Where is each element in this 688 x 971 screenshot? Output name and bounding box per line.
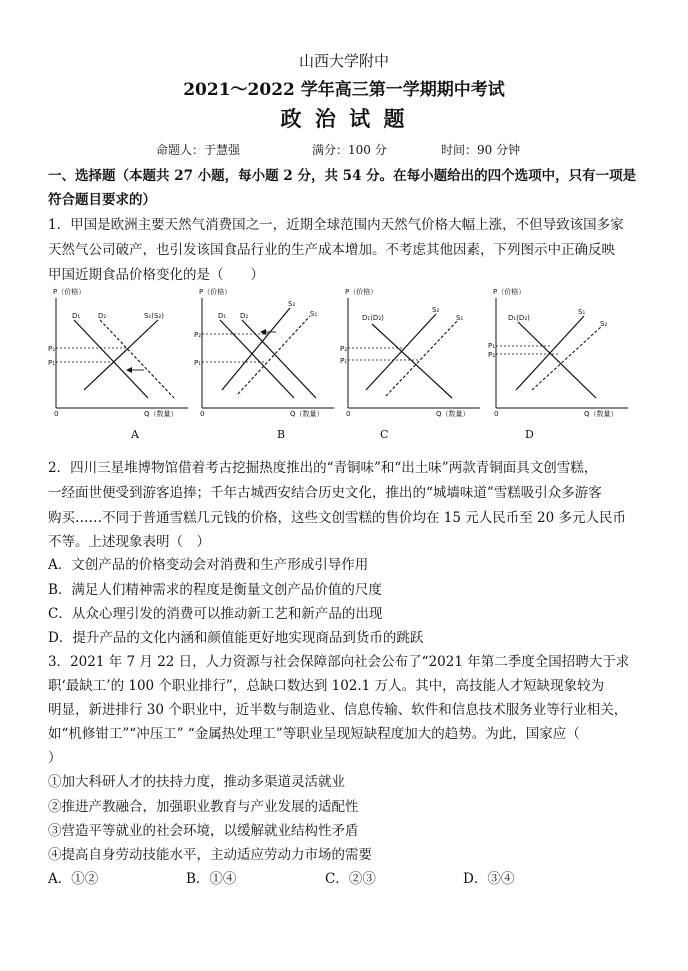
- graph-option-label: B: [277, 428, 286, 441]
- y-axis-label: P（价格）: [53, 288, 86, 296]
- graph-a-svg: [48, 286, 198, 441]
- curve-label: S₁: [578, 308, 586, 316]
- q2-text: 2．四川三星堆博物馆借着考古挖掘热度推出的“青铜味”和“出土味”两款青铜面具文创雪糕，: [48, 460, 598, 476]
- q3-option-c[interactable]: C．②③: [325, 871, 376, 887]
- section-heading-cont: 符合题目要求的）: [48, 192, 156, 208]
- curve-label: S₁(S₂): [144, 312, 164, 320]
- curve-label: S₁: [310, 310, 318, 318]
- graph-c: [340, 286, 490, 441]
- curve-label: D₂: [98, 312, 107, 320]
- q1-text: 天然气公司破产，也引发该国食品行业的生产成本增加。不考虑其他因素，下列图示中正确反映: [48, 242, 615, 258]
- demand-curve: [518, 322, 596, 398]
- price-label: P₂: [194, 331, 202, 339]
- curve-label: D₁: [72, 312, 81, 320]
- graph-a: [48, 286, 198, 441]
- q3-text: ）: [48, 750, 62, 766]
- q2-option-a[interactable]: A．文创产品的价格变动会对消费和生产形成引导作用: [48, 557, 369, 573]
- graph-c-svg: [340, 286, 490, 441]
- x-axis-label: Q（数量）: [144, 410, 178, 418]
- q3-item-1: ①加大科研人才的扶持力度，推动多渠道灵活就业: [48, 774, 345, 790]
- author: 命题人：于慧强: [156, 143, 241, 157]
- q2-option-d[interactable]: D．提升产品的文化内涵和颜值能更好地实现商品到货币的跳跃: [48, 630, 424, 646]
- y-axis-label: P（价格）: [493, 288, 526, 296]
- supply-curve: [84, 320, 158, 390]
- school-name: 山西大学附中: [298, 52, 389, 70]
- q3-text: 如“机修钳工”“冲压工” “金属热处理工”等职业呈现短缺程度加大的趋势。为此，国家应（: [48, 726, 580, 742]
- origin-label: 0: [54, 410, 59, 418]
- x-axis-label: Q（数量）: [584, 410, 618, 418]
- supply-curve-s2: [366, 314, 436, 390]
- subject-title: 政 治 试 题: [280, 106, 408, 131]
- section-heading: 一、选择题（本题共 27 小题，每小题 2 分，共 54 分。在每小题给出的四个选项中，只有一项是: [48, 168, 637, 184]
- curve-label: S₁: [456, 314, 464, 322]
- x-axis-label: Q（数量）: [436, 410, 470, 418]
- price-label: P₁: [48, 359, 56, 367]
- q3-text: 职‘最缺工’的 100 个职业排行”，总缺口数达到 102.1 万人。其中，高技能人才短缺现象较为: [48, 678, 605, 694]
- graph-option-label: A: [131, 428, 139, 441]
- origin-label: 0: [494, 410, 499, 418]
- q3-option-a[interactable]: A．①②: [48, 871, 99, 887]
- full-score: 满分：100 分: [312, 143, 387, 157]
- demand-curve: [372, 324, 452, 398]
- graph-b: [194, 286, 344, 441]
- curve-label: S₂: [432, 306, 440, 314]
- graph-b-svg: [194, 286, 344, 441]
- demand-curve-d1: [220, 320, 294, 398]
- curve-label: D₁: [218, 312, 227, 320]
- q2-text: 不等。上述现象表明（ ）: [48, 534, 210, 550]
- origin-label: 0: [200, 410, 205, 418]
- q1-text: 甲国近期食品价格变化的是（ ）: [48, 267, 264, 283]
- x-axis-label: Q（数量）: [290, 410, 324, 418]
- price-label: P₂: [488, 351, 496, 359]
- graph-d: [488, 286, 638, 441]
- curve-label: S₂: [288, 300, 296, 308]
- price-label: P₁: [488, 342, 496, 350]
- q2-option-c[interactable]: C．从众心理引发的消费可以推动新工艺和新产品的出现: [48, 606, 383, 622]
- q3-option-d[interactable]: D．③④: [463, 871, 515, 887]
- demand-curve-d2: [242, 320, 316, 398]
- q3-text: 3．2021 年 7 月 22 日，人力资源与社会保障部向社会公布了“2021 年第二季度全国招聘大于求: [48, 654, 630, 670]
- curve-label: D₁(D₂): [362, 314, 384, 322]
- price-label: P₁: [194, 359, 202, 367]
- price-label: P₁: [340, 357, 348, 365]
- q3-item-3: ③营造平等就业的社会环境，以缓解就业结构性矛盾: [48, 823, 359, 839]
- q3-item-2: ②推进产教融合，加强职业教育与产业发展的适配性: [48, 799, 359, 815]
- y-axis-label: P（价格）: [345, 288, 378, 296]
- price-label: P₂: [340, 345, 348, 353]
- q3-text: 明显，新进排行 30 个职业中，近半数与制造业、信息传输、软件和信息技术服务业等行业相关，: [48, 702, 628, 718]
- supply-curve-s1: [516, 316, 584, 390]
- origin-label: 0: [346, 410, 351, 418]
- graph-option-label: D: [525, 428, 534, 441]
- graph-d-svg: [488, 286, 638, 441]
- supply-curve-s2: [532, 326, 602, 390]
- exam-title: 2021～2022 学年高三第一学期期中考试: [183, 80, 505, 100]
- supply-curve-s1: [386, 320, 458, 396]
- q2-text: 购买……不同于普通雪糕几元钱的价格，这些文创雪糕的售价均在 15 元人民币至 20 多元人民币: [48, 510, 627, 526]
- curve-label: S₂: [600, 320, 608, 328]
- price-label: P₂: [48, 345, 56, 353]
- q3-item-4: ④提高自身劳动技能水平，主动适应劳动力市场的需要: [48, 847, 372, 863]
- q2-option-b[interactable]: B．满足人们精神需求的程度是衡量文创产品价值的尺度: [48, 582, 382, 598]
- graph-option-label: C: [380, 428, 389, 441]
- curve-label: D₁(D₂): [508, 314, 530, 322]
- q1-text: 1．甲国是欧洲主要天然气消费国之一，近期全球范围内天然气价格大幅上涨，不但导致该国多家: [48, 217, 624, 233]
- curve-label: D₂: [240, 312, 249, 320]
- y-axis-label: P（价格）: [199, 288, 232, 296]
- q2-text: 一经面世便受到游客追捧；千年古城西安结合历史文化，推出的“城墙味道”雪糕吸引众多游客: [48, 485, 602, 501]
- q3-option-b[interactable]: B．①④: [186, 871, 237, 887]
- exam-time: 时间：90 分钟: [441, 143, 521, 157]
